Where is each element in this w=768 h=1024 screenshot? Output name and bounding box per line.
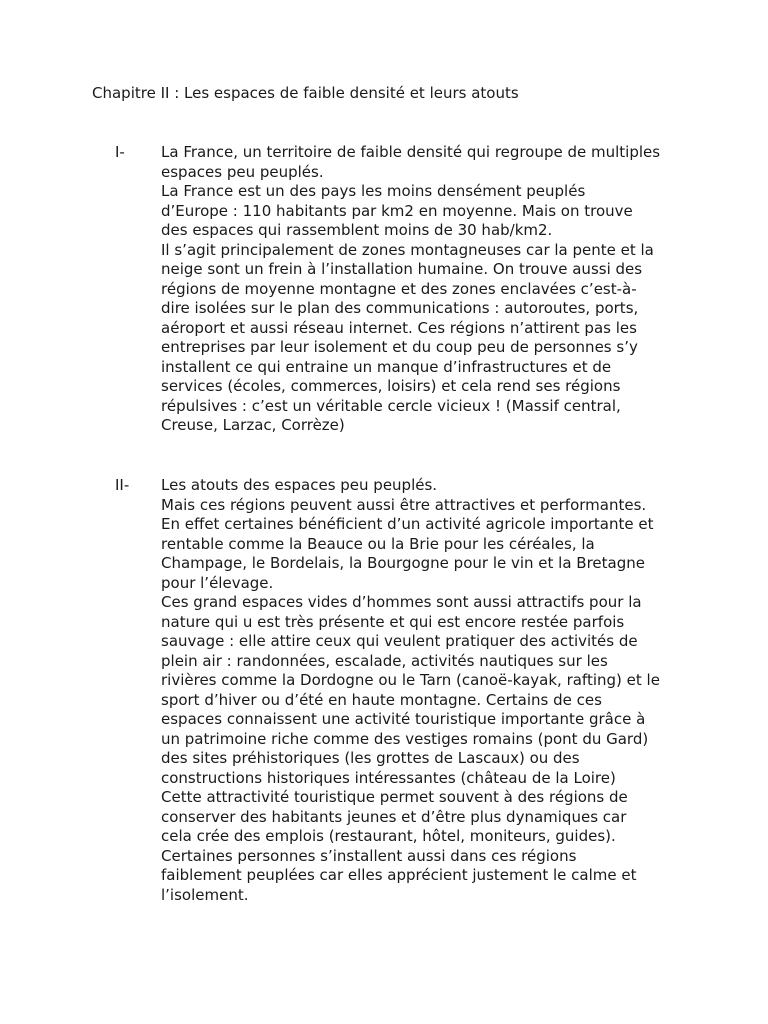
paragraph: Il s’agit principalement de zones montagneuses car la pente et la neige sont un frein à l’installation humaine. On trouve aussi des régions de moyenne montagne et des zones enclavées c’est-à- dire isolées sur le plan des communications : autoroutes, ports, aéroport et aussi réseau internet. Ces régions n’attirent pas les entreprises par leur isolement et du coup peu de personnes s’y installent ce qui entraine un manque d’infrastructures et de services (écoles, commerces, loisirs) et cela rend ses régions répulsives : c’est un véritable cercle vicieux ! (Massif central, Creuse, Larzac, Corrèze) bbox=[161, 240, 654, 434]
paragraph: Certaines personnes s’installent aussi dans ces régions faiblement peuplées car elles apprécient justement le calme et l’isolement. bbox=[161, 846, 637, 904]
section-numeral: I- bbox=[115, 143, 125, 161]
paragraph: La France est un des pays les moins densément peuplés d’Europe : 110 habitants par km2 en moyenne. Mais on trouve des espaces qui rassemblent moins de 30 hab/km2. bbox=[161, 182, 633, 239]
paragraph: Mais ces régions peuvent aussi être attractives et performantes. En effet certaines bénéficient d’un activité agricole importante et rentable comme la Beauce ou la Brie pour les céréales, la Champage, le Bordelais, la Bourgogne pour le vin et la Bretagne pour l’élevage. bbox=[161, 495, 654, 592]
section-body bbox=[161, 476, 686, 905]
section-heading: La France, un territoire de faible densité qui regroupe de multiples espaces peu peuplés. bbox=[161, 143, 661, 181]
paragraph: Cette attractivité touristique permet souvent à des régions de conserver des habitants jeunes et d’être plus dynamiques car cela crée des emplois (restaurant, hôtel, moniteurs, guides). bbox=[161, 788, 628, 845]
paragraph: Ces grand espaces vides d’hommes sont aussi attractifs pour la nature qui u est très présente et qui est encore restée parfois sauvage : elle attire ceux qui veulent pratiquer des activités de plein air : randonnées, escalade, activités nautiques sur les rivières comme la Dordogne ou le Tarn (canoë-kayak, rafting) et le sport d’hiver ou d’été en haute montagne. Certains de ces espaces connaissent une activité touristique importante grâce à un patrimoine riche comme des vestiges romains (pont du Gard) des sites préhistoriques (les grottes de Lascaux) ou des constructions historiques intéressantes (château de la Loire) bbox=[161, 593, 660, 787]
section-heading: Les atouts des espaces peu peuplés. bbox=[161, 476, 438, 494]
section-body bbox=[161, 143, 686, 436]
page-title: Chapitre II : Les espaces de faible densité et leurs atouts bbox=[92, 84, 519, 102]
section-numeral: II- bbox=[115, 476, 130, 494]
